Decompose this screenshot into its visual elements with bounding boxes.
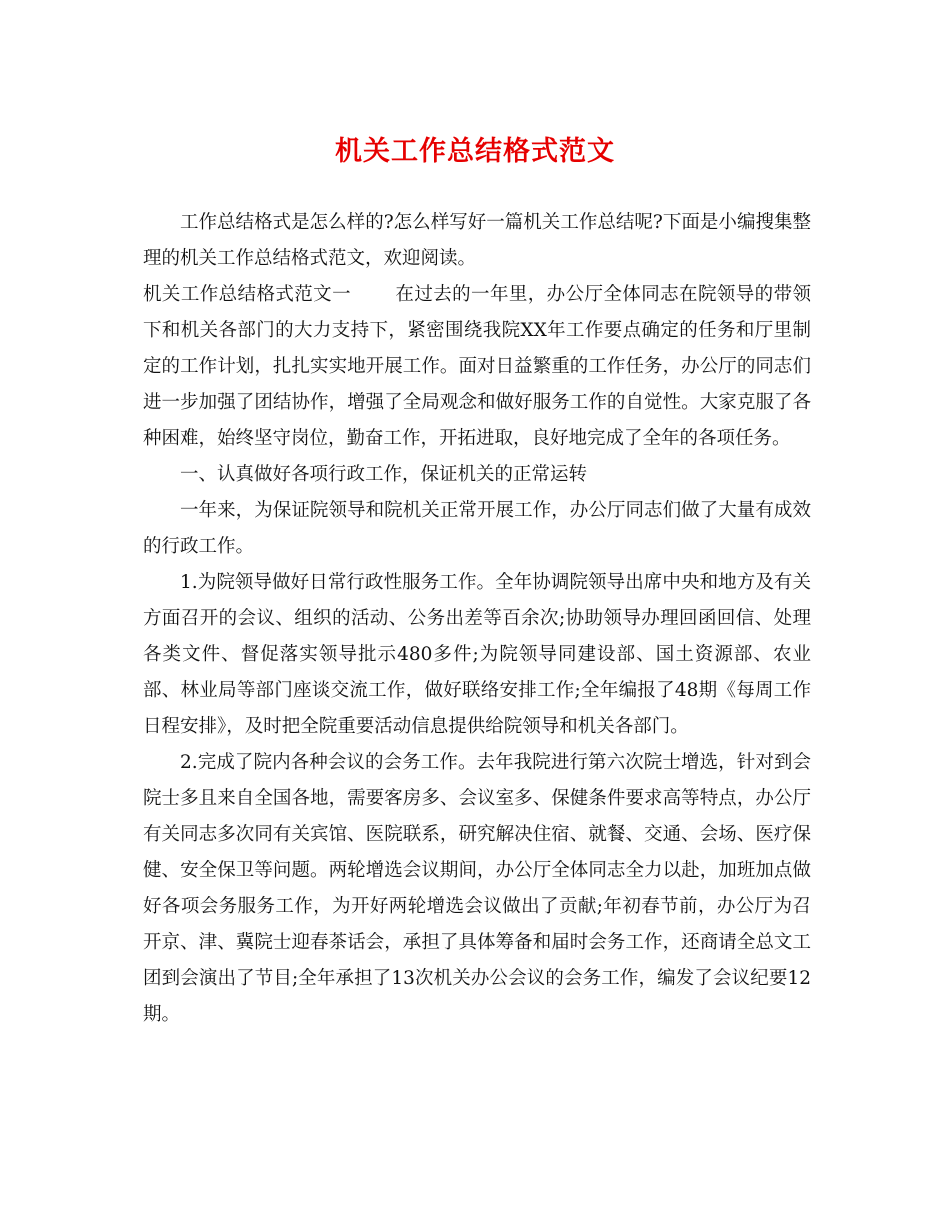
sample-label: 机关工作总结格式范文一	[143, 284, 351, 305]
intro-paragraph: 工作总结格式是怎么样的?怎么样写好一篇机关工作总结呢?下面是小编搜集整理的机关工作总结格式范文，欢迎阅读。	[143, 212, 811, 269]
section-heading: 一、认真做好各项行政工作，保证机关的正常运转	[180, 464, 588, 485]
list-item-2: 2.完成了院内各种会议的会务工作。去年我院进行第六次院士增选，针对到会院士多且来自全国各地，需要客房多、会议室多、保健条件要求高等特点，办公厅有关同志多次同有关宾馆、医院联系，研究解决住宿、就餐、交通、会场、医疗保健、安全保卫等问题。两轮增选会议期间，办公厅全体同志全力以赴，加班加点做好各项会务服务工作，为开好两轮增选会议做出了贡献;年初春节前，办公厅为召开京、津、冀院士迎春茶话会，承担了具体筹备和届时会务工作，还商请全总文工团到会演出了节目;全年承担了13次机关办公会议的会务工作，编发了会议纪要12期。	[143, 752, 811, 1025]
list-item-1: 1.为院领导做好日常行政性服务工作。全年协调院领导出席中央和地方及有关方面召开的会议、组织的活动、公务出差等百余次;协助领导办理回函回信、处理各类文件、督促落实领导批示480多件;为院领导同建设部、国土资源部、农业部、林业局等部门座谈交流工作，做好联络安排工作;全年编报了48期《每周工作日程安排》，及时把全院重要活动信息提供给院领导和机关各部门。	[143, 572, 811, 737]
main-paragraph-text: 在过去的一年里，办公厅全体同志在院领导的带领下和机关各部门的大力支持下，紧密围绕我院XX年工作要点确定的任务和厅里制定的工作计划，扎扎实实地开展工作。面对日益繁重的工作任务，办公厅的同志们进一步加强了团结协作，增强了全局观念和做好服务工作的自觉性。大家克服了各种困难，始终坚守岗位，勤奋工作，开拓进取，良好地完成了全年的各项任务。	[143, 284, 811, 449]
document-title: 机关工作总结格式范文	[335, 136, 615, 167]
sample-paragraph	[143, 277, 811, 457]
section-paragraph: 一年来，为保证院领导和院机关正常开展工作，办公厅同志们做了大量有成效的行政工作。	[143, 500, 811, 557]
document-body	[143, 205, 811, 1033]
